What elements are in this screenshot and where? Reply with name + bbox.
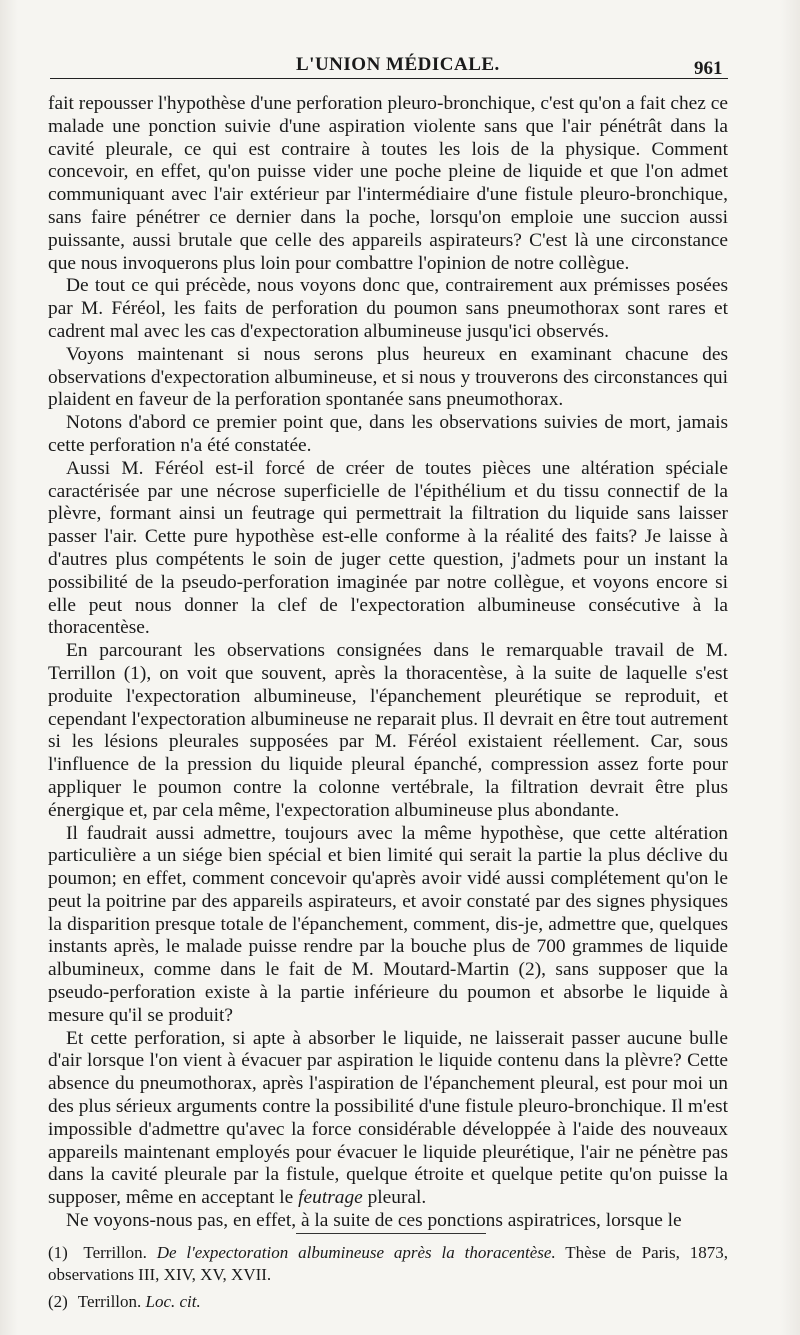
page-header (0, 48, 800, 88)
paragraph-9: Ne voyons-nous pas, en effet, à la suite de ces ponctions aspiratrices, lorsque le (66, 1210, 682, 1232)
footnote-2 (48, 1291, 728, 1313)
footnote-1-title: De l'expectoration albumineuse après la thoracentèse. (156, 1243, 556, 1262)
paragraph-4: Notons d'abord ce premier point que, dans les observations suivies de mort, jamais cette perforation n'a été constatée. (48, 412, 728, 456)
paragraph-3: Voyons maintenant si nous serons plus heureux en examinant chacune des observations d'expectoration albumineuse, et si nous y trouverons des circonstances qui plaident en faveur de la perforation spontanée sans pneumothorax. (48, 343, 728, 411)
paragraph-8 (48, 1028, 728, 1210)
article-body (48, 93, 728, 1233)
paragraph-8-italic: feutrage (298, 1187, 363, 1209)
page-number: 961 (694, 58, 723, 79)
footnote-2-title: Loc. cit. (145, 1292, 201, 1311)
footnote-2-number: (2) (48, 1292, 68, 1311)
footnote-rule (296, 1233, 486, 1234)
paragraph-8-text: Et cette perforation, si apte à absorber le liquide, ne laisserait passer aucune bulle d'air lorsque l'on vient à évacuer par aspiration le liquide contenu dans la plèvre? Cette absence du pneumothorax, après l'aspiration de l'épanchement pleural, est pour moi un des plus sérieux arguments contre la possibilité d'une fistule pleuro-bronchique. Il m'est impossible d'admettre qu'avec la force considérable développée à l'aide des nouveaux appareils maintenant employés pour évacuer le liquide pleurétique, l'air ne pénètre pas dans la cavité pleurale par la fistule, quelque étroite et quelque petite qu'on puisse la supposer, même en acceptant le (48, 1027, 728, 1209)
paragraph-2: De tout ce qui précède, nous voyons donc que, contrairement aux prémisses posées par M. Féréol, les faits de perforation du poumon sans pneumothorax sont rares et cadrent mal avec les cas d'expectoration albumineuse jusqu'ici observés. (48, 275, 728, 342)
paragraph-6: En parcourant les observations consignées dans le remarquable travail de M. Terrillon (1), on voit que souvent, après la thoracentèse, à la suite de laquelle s'est produite l'expectoration albumineuse, l'épanchement pleurétique se reproduit, et cependant l'expectoration albumineuse ne reparait plus. Il devrait en être tout autrement si les lésions pleurales supposées par M. Féréol existaient réellement. Car, sous l'influence de la pression du liquide pleural épanché, compression assez forte pour appliquer le poumon contre la colonne vertébrale, la filtration devrait être plus énergique et, par cela même, l'expectoration albumineuse plus abondante. (48, 640, 728, 821)
running-title: L'UNION MÉDICALE. (296, 54, 500, 75)
footnotes (48, 1242, 728, 1318)
header-rule (50, 78, 728, 79)
paragraph-1: fait repousser l'hypothèse d'une perforation pleuro-bronchique, c'est qu'on a fait chez ce malade une ponction suivie d'une aspiration violente sans que l'air pénétrât dans la cavité pleurale, ce qui est contraire à toutes les lois de la physique. Comment concevoir, en effet, qu'on puisse vider une poche pleine de liquide et que l'on admet communiquant avec l'air extérieur par l'intermédiaire d'une fistule pleuro-bronchique, sans faire pénétrer ce dernier dans la poche, lorsqu'on emploie une succion aussi puissante, aussi brutale que celle des appareils aspirateurs? C'est là une circonstance que nous invoquerons plus loin pour combattre l'opinion de notre collègue. (48, 93, 728, 274)
footnote-1-author: Terrillon. (83, 1243, 147, 1262)
footnote-2-author: Terrillon. (77, 1292, 142, 1311)
paragraph-5: Aussi M. Féréol est-il forcé de créer de toutes pièces une altération spéciale caractérisée par une nécrose superficielle de l'épithélium et du tissu connectif de la plèvre, formant ainsi un feutrage qui permettrait la filtration du liquide sans laisser passer l'air. Cette pure hypothèse est-elle conforme à la réalité des faits? Je laisse à d'autres plus compétents le soin de juger cette question, j'admets pour un instant la possibilité de la pseudo-perforation imaginée par notre collègue, et voyons encore si elle peut nous donner la clef de l'expectoration albumineuse consécutive à la thoracentèse. (48, 457, 728, 639)
paragraph-8-end: pleural. (362, 1187, 427, 1209)
paragraph-7: Il faudrait aussi admettre, toujours avec la même hypothèse, que cette altération particulière a un siége bien spécial et bien limité qui serait la partie la plus déclive du poumon; en effet, comment concevoir qu'après avoir vidé aussi complétement qu'on le peut la poitrine par des appareils aspirateurs, et avoir constaté par des signes physiques la disparition presque totale de l'épanchement, comment, dis-je, admettre que, quelques instants après, le malade puisse rendre par la bouche plus de 700 grammes de liquide albumineux, comme dans le fait de M. Moutard-Martin (2), sans supposer que la pseudo-perforation existe à la partie inférieure du poumon et absorbe le liquide à mesure qu'il se produit? (48, 822, 728, 1026)
footnote-1 (48, 1242, 728, 1286)
footnote-1-rest: Thèse de Paris, 1873, observations III, XIV, XV, XVII. (48, 1243, 728, 1284)
footnote-1-number: (1) (48, 1243, 68, 1262)
